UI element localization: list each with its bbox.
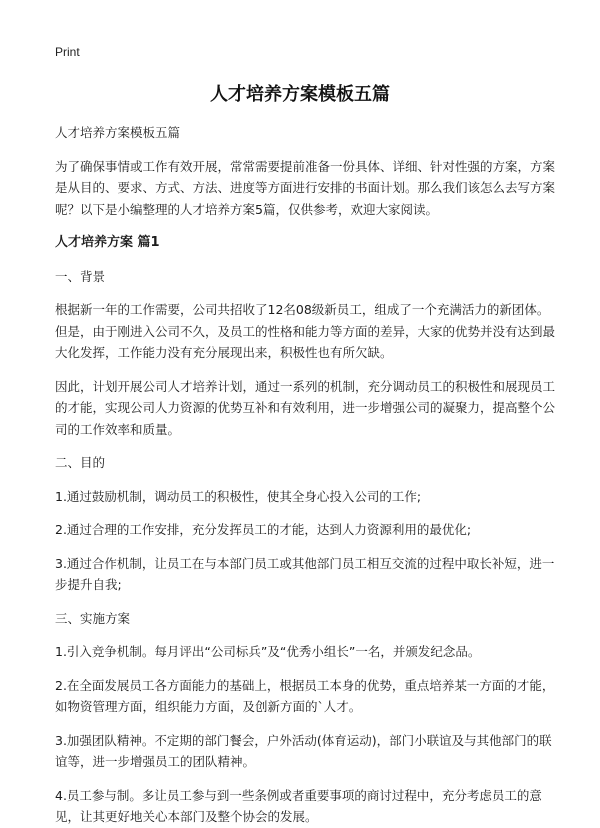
- heading-plan: 三、实施方案: [55, 610, 131, 626]
- plan-item-1: 1.引入竞争机制。每月评出“公司标兵”及“优秀小组长”一名，并颁发纪念品。: [55, 644, 481, 659]
- purpose-item-1: 1.通过鼓励机制，调动员工的积极性，使其全身心投入公司的工作;: [55, 488, 422, 504]
- print-label: Print: [55, 45, 80, 59]
- document-body: [55, 122, 555, 828]
- document-subtitle: 人才培养方案模板五篇: [55, 125, 181, 140]
- section-title: 人才培养方案 篇1: [55, 235, 160, 250]
- plan-item-3: 3.加强团队精神。不定期的部门餐会，户外活动(体育运动)，部门小联谊及与其他部门的联谊等，进一步增强员工的团队精神。: [55, 732, 552, 769]
- purpose-item-2: 2.通过合理的工作安排，充分发挥员工的才能，达到人力资源利用的最优化;: [55, 522, 472, 537]
- plan-item-4: 4.员工参与制。多让员工参与到一些条例或者重要事项的商讨过程中，充分考虑员工的意见，让其更好地关心本部门及整个协会的发展。: [55, 787, 542, 824]
- intro-paragraph: 为了确保事情或工作有效开展，常常需要提前准备一份具体、详细、针对性强的方案，方案是从目的、要求、方式、方法、进度等方面进行安排的书面计划。那么我们该怎么去写方案呢？以下是小编整理的人才培养方案5篇，仅供参考，欢迎大家阅读。: [55, 158, 556, 217]
- background-paragraph-1: 根据新一年的工作需要，公司共招收了12名08级新员工，组成了一个充满活力的新团体。但是，由于刚进入公司不久，及员工的性格和能力等方面的差异，大家的优势并没有达到最大化发挥，工作能力没有充分展现出来，积极性也有所欠缺。: [55, 302, 556, 360]
- background-paragraph-2: 因此，计划开展公司人才培养计划，通过一系列的机制，充分调动员工的积极性和展现员工的才能，实现公司人力资源的优势互补和有效利用，进一步增强公司的凝聚力，提高整个公司的工作效率和质量。: [55, 378, 556, 437]
- heading-purpose: 二、目的: [55, 455, 106, 470]
- document-title: 人才培养方案模板五篇: [210, 84, 390, 105]
- plan-item-2: 2.在全面发展员工各方面能力的基础上，根据员工本身的优势，重点培养某一方面的才能，如物资管理方面，组织能力方面，及创新方面的`人才。: [55, 677, 555, 714]
- heading-background: 一、背景: [55, 268, 106, 284]
- purpose-item-3: 3.通过合作机制，让员工在与本部门员工或其他部门员工相互交流的过程中取长补短，进一步提升自我;: [55, 555, 555, 592]
